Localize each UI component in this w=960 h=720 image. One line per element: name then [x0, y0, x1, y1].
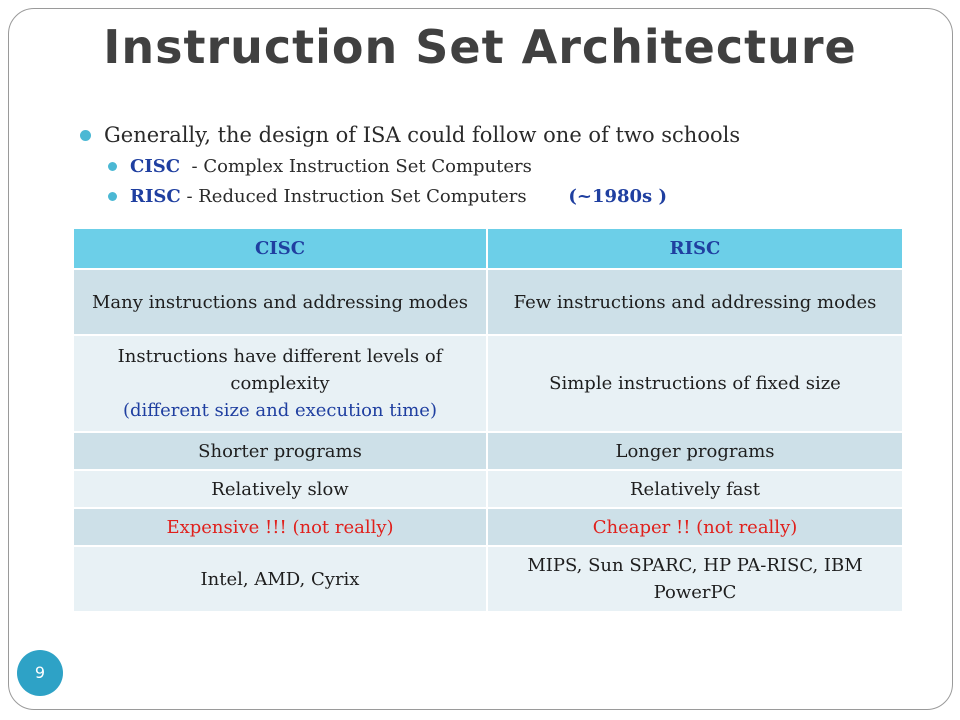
- circle-bullet-icon: [80, 130, 91, 141]
- table-header-row: [73, 229, 903, 269]
- comparison-table: [72, 229, 904, 613]
- page-number-badge: 9: [17, 650, 63, 696]
- table-row: [73, 546, 903, 612]
- table-cell: Shorter programs: [73, 432, 487, 470]
- table-cell: [73, 335, 487, 432]
- table-cell: Intel, AMD, Cyrix: [73, 546, 487, 612]
- bullet-sub-risc: [80, 182, 880, 212]
- circle-bullet-icon: [108, 162, 117, 171]
- table-row: [73, 335, 903, 432]
- bullet-keyword-cisc: CISC: [130, 156, 181, 177]
- table-row: [73, 432, 903, 470]
- cell-text: Instructions have different levels of complexity: [117, 346, 443, 394]
- table-cell: Few instructions and addressing modes: [487, 269, 903, 335]
- table-cell: Relatively slow: [73, 470, 487, 508]
- table-row: [73, 508, 903, 546]
- cell-note: (different size and execution time): [123, 400, 437, 421]
- table-cell: Many instructions and addressing modes: [73, 269, 487, 335]
- table-cell: MIPS, Sun SPARC, HP PA-RISC, IBM PowerPC: [487, 546, 903, 612]
- table-cell: Relatively fast: [487, 470, 903, 508]
- header-risc: RISC: [487, 229, 903, 269]
- bullet-list: [80, 118, 880, 212]
- bullet-sub-cisc: [80, 152, 880, 182]
- table-cell: Simple instructions of fixed size: [487, 335, 903, 432]
- table-cell: Expensive !!! (not really): [73, 508, 487, 546]
- table-row: [73, 269, 903, 335]
- bullet-main: [80, 118, 880, 152]
- bullet-note-risc: (~1980s ): [568, 186, 667, 207]
- bullet-keyword-risc: RISC: [130, 186, 181, 207]
- bullet-main-text: Generally, the design of ISA could follow one of two schools: [104, 123, 741, 147]
- bullet-text-risc: - Reduced Instruction Set Computers: [186, 186, 527, 207]
- table-cell: Cheaper !! (not really): [487, 508, 903, 546]
- table-cell: Longer programs: [487, 432, 903, 470]
- circle-bullet-icon: [108, 192, 117, 201]
- header-cisc: CISC: [73, 229, 487, 269]
- bullet-text-cisc: - Complex Instruction Set Computers: [191, 156, 532, 177]
- slide-title: Instruction Set Architecture: [103, 20, 857, 74]
- table-row: [73, 470, 903, 508]
